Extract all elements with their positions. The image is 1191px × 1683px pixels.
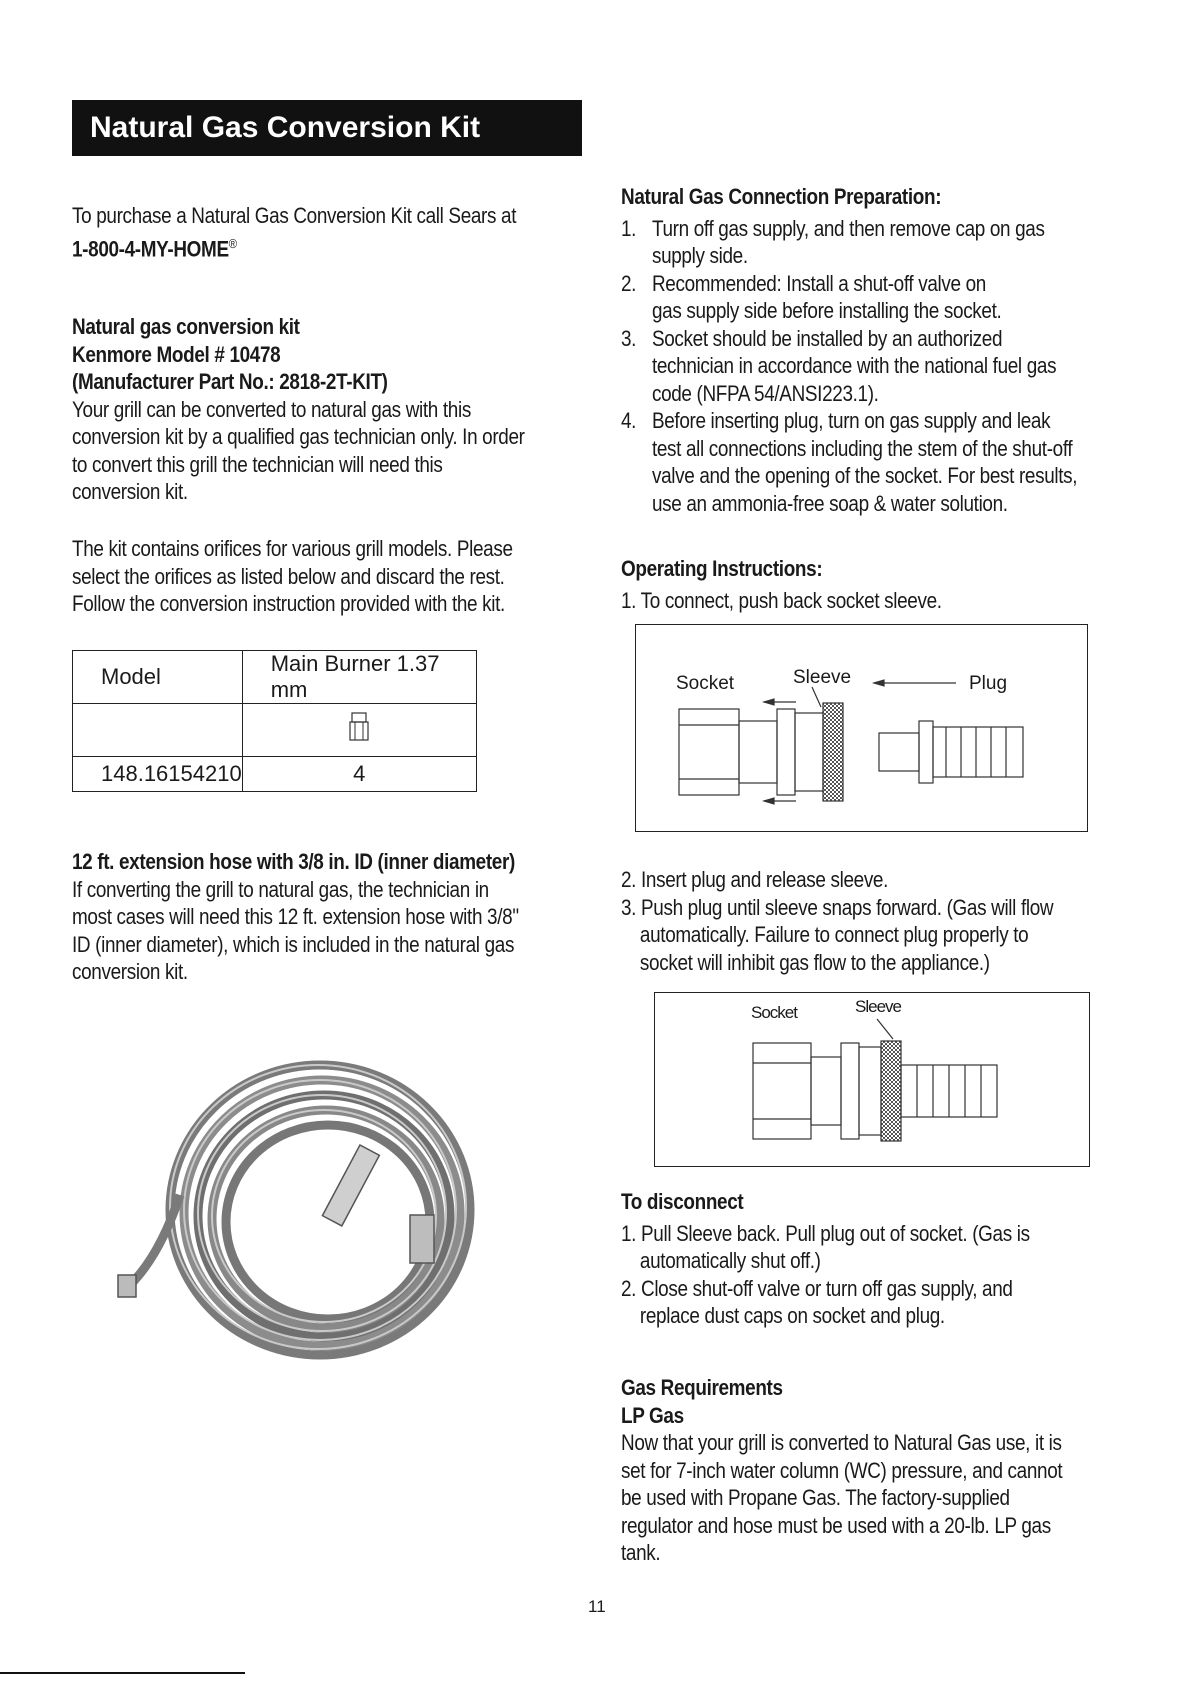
disconnect-step-2: 2. Close shut-off valve or turn off gas supply, and (621, 1275, 1013, 1301)
table-header-cell: Model (73, 651, 243, 704)
operating-heading: Operating Instructions: (621, 556, 823, 581)
kit-part-number: (Manufacturer Part No.: 2818-2T-KIT) (72, 369, 388, 394)
sleeve-label: Sleeve (793, 667, 852, 688)
connected-drawing (655, 993, 1091, 1168)
registered-mark: ® (228, 235, 237, 251)
gas-requirements-section: Gas Requirements LP Gas Now that your grill is converted to Natural Gas use, it is set for 7-inch water column (WC) pressure, and cannot be used with Propane Gas. The factory-supplied regulator and hose must be used with a 20-lb. LP gas tank. (621, 1374, 1120, 1567)
page-number: 11 (588, 1597, 606, 1616)
prep-heading: Natural Gas Connection Preparation: (621, 184, 942, 209)
socket-label: Socket (751, 1003, 797, 1022)
disconnect-section: To disconnect 1. Pull Sleeve back. Pull plug out of socket. (Gas is automatically shut off.) 2. Close shut-off valve or turn off gas supply, and replace dust caps on socket and plug. (621, 1188, 1120, 1330)
table-row (73, 757, 477, 792)
orifice-table (72, 650, 477, 792)
operating-step-2: 2. Insert plug and release sleeve. (621, 867, 889, 892)
plug-label: Plug (969, 673, 1008, 694)
kit-heading: Natural gas conversion kit (72, 314, 300, 339)
lp-gas-heading: LP Gas (621, 1402, 684, 1428)
orifice-paragraph: The kit contains orifices for various grill models. Please select the orifices as listed below and discard the rest. Follow the conversion instruction provided with the kit. (72, 536, 513, 616)
sleeve-label: Sleeve (855, 997, 901, 1016)
gas-requirements-heading: Gas Requirements (621, 1375, 783, 1400)
hose-heading: 12 ft. extension hose with 3/8 in. ID (inner diameter) (72, 849, 515, 874)
disconnect-step-1: 1. Pull Sleeve back. Pull plug out of socket. (Gas is (621, 1220, 1030, 1246)
table-cell-model: 148.16154210 (73, 757, 243, 792)
kit-paragraph-line: conversion kit by a qualified gas technician only. In order (72, 424, 525, 449)
kit-model: Kenmore Model # 10478 (72, 341, 281, 367)
kit-paragraph-line: to convert this grill the technician will need this (72, 451, 443, 477)
purchase-text: To purchase a Natural Gas Conversion Kit call Sears at 1-800-4-MY-HOME® (72, 202, 588, 262)
footer-divider (0, 1672, 245, 1674)
section-banner (72, 100, 582, 156)
hose-section: 12 ft. extension hose with 3/8 in. ID (inner diameter) If converting the grill to natural gas, the technician in most cases will need this 12 ft. extension hose with 3/8" ID (inner diameter), which is included in the natural gas conversion kit. (72, 848, 597, 986)
operating-step-3: 3. Push plug until sleeve snaps forward. (Gas will flow (621, 894, 1054, 920)
phone-number: 1-800-4-MY-HOME® (72, 235, 237, 261)
extension-hose-image (110, 1035, 510, 1375)
socket-plug-diagram (635, 624, 1088, 832)
operating-steps-continued: 2. Insert plug and release sleeve. 3. Push plug until sleeve snaps forward. (Gas will flow automatically. Failure to connect plug properly to socket will inhibit gas flow to the appliance.) (621, 866, 1120, 976)
kit-paragraph-line: Your grill can be converted to natural gas with this (72, 396, 471, 422)
list-item: 4. Before inserting plug, turn on gas supply and leak test all connections including the stem of the shut-off valve and the opening of the socket. For best results, use an ammonia-free soap & water solution. (621, 408, 1078, 516)
connected-diagram (654, 992, 1090, 1167)
table-cell-qty: 4 (242, 757, 476, 792)
operating-step-1: 1. To connect, push back socket sleeve. (621, 587, 942, 613)
table-header-row (73, 651, 477, 704)
socket-label: Socket (676, 673, 735, 694)
connector-drawing (636, 625, 1089, 833)
operating-section (621, 555, 1120, 614)
kit-section (72, 313, 588, 506)
list-item: 3. Socket should be installed by an authorized technician in accordance with the national fuel gas code (NFPA 54/ANSI223.1). (621, 325, 1057, 406)
section-title: Natural Gas Conversion Kit (90, 111, 481, 144)
orifice-icon (348, 712, 370, 742)
list-item: 1. Turn off gas supply, and then remove cap on gas supply side. (621, 215, 1045, 268)
list-item: 2. Recommended: Install a shut-off valve on gas supply side before installing the socket. (621, 270, 1002, 323)
table-icon-row (73, 704, 477, 757)
prep-section (621, 183, 1120, 517)
disconnect-heading: To disconnect (621, 1189, 744, 1214)
table-header-cell: Main Burner 1.37 mm (242, 651, 476, 704)
kit-paragraph-line: conversion kit. (72, 479, 188, 504)
